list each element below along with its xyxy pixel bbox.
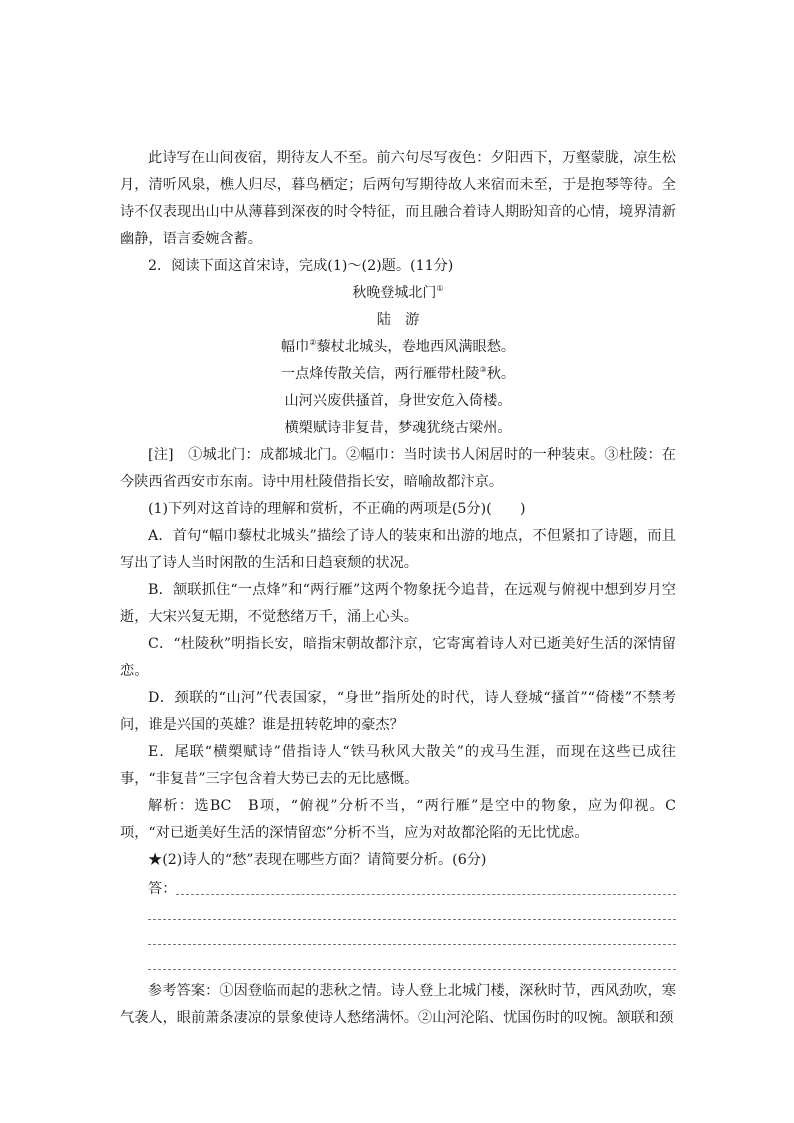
poem-notes: [注] ①城北门：成都城北门。②幅巾：当时读书人闲居时的一种装束。③杜陵：在今陕西省西安市东南。诗中用杜陵借指长安，暗喻故都汴京。 — [120, 447, 676, 490]
reference-answer: 参考答案：①因登临而起的悲秋之情。诗人登上北城门楼，深秋时节，西风劲吹，寒气袭人，眼前萧条凄凉的景象使诗人愁绪满怀。②山河沦陷、忧国伤时的叹惋。颔联和颈 — [120, 983, 676, 1026]
answer-line-4 — [120, 949, 676, 974]
option-c: C．“杜陵秋”明指长安，暗指宋朝故都汴京，它寄寓着诗人对已逝美好生活的深情留恋。 — [120, 636, 676, 679]
poem-line-3: 山河兴废供搔首，身世安危入倚楼。 — [284, 393, 512, 409]
poem-line-2-footnote-mark: ③ — [479, 365, 487, 374]
document-body — [120, 145, 676, 1032]
poem-line-4: 横槊赋诗非复昔，梦魂犹绕古梁州。 — [284, 420, 512, 436]
poem-line-1-part-a: 幅巾 — [280, 339, 310, 355]
poem-line-2-part-a: 一点烽传散关信，两行雁带杜陵 — [280, 366, 480, 382]
answer-blank-1[interactable] — [176, 894, 676, 895]
poem-line-1-part-b: 藜杖北城头，卷地西风满眼愁。 — [316, 339, 516, 355]
answer-line-3 — [120, 924, 676, 949]
poem-author: 陆 游 — [376, 312, 420, 328]
answer-label: 答： — [148, 881, 177, 897]
answer-line-1 — [120, 874, 676, 899]
poem-line-1-footnote-mark: ② — [309, 338, 317, 347]
question-2-heading: 2．阅读下面这首宋诗，完成(1)～(2)题。(11分) — [148, 258, 454, 274]
sub-question-2: ★(2)诗人的“愁”表现在哪些方面？请简要分析。(6分) — [148, 852, 487, 868]
poem-title-text: 秋晚登城北门 — [352, 285, 437, 301]
poem-line-2-part-b: 秋。 — [486, 366, 516, 382]
option-e: E．尾联“横槊赋诗”借指诗人“铁马秋风大散关”的戎马生涯，而现在这些已成往事，“非复昔”三字包含着大势已去的无比感慨。 — [120, 744, 676, 787]
option-d: D．颈联的“山河”代表国家，“身世”指所处的时代，诗人登城“搔首”“倚楼”不禁考问，谁是兴国的英雄？谁是扭转乾坤的豪杰？ — [120, 690, 676, 733]
answer-blank-2[interactable] — [148, 919, 676, 920]
intro-paragraph: 此诗写在山间夜宿，期待友人不至。前六句尽写夜色：夕阳西下，万壑蒙胧，凉生松月，清听风泉，樵人归尽，暮鸟栖定；后两句写期待故人来宿而未至，于是抱琴等待。全诗不仅表现出山中从薄暮到深夜的时令特征，而且融合着诗人期盼知音的心情，境界清新幽静，语言委婉含蓄。 — [120, 150, 676, 247]
poem-line-2 — [120, 361, 676, 388]
answer-line-2 — [120, 899, 676, 924]
analysis-text: 解析：选BC B项，“俯视”分析不当，“两行雁”是空中的物象，应为仰视。C项，“对已逝美好生活的深情留恋”分析不当，应为对故都沦陷的无比忧虑。 — [120, 798, 676, 841]
poem-title — [120, 280, 676, 307]
poem-title-footnote-mark: ① — [436, 284, 444, 293]
answer-blank-4[interactable] — [148, 969, 676, 970]
poem-line-1 — [120, 334, 676, 361]
answer-blank-3[interactable] — [148, 944, 676, 945]
option-a: A．首句“幅巾藜杖北城头”描绘了诗人的装束和出游的地点，不但紧扣了诗题，而且写出了诗人当时闲散的生活和日趋衰颓的状况。 — [120, 528, 676, 571]
sub-question-1: (1)下列对这首诗的理解和赏析，不正确的两项是(5分)( ) — [148, 501, 526, 517]
option-b: B．颔联抓住“一点烽”和“两行雁”这两个物象抚今追昔，在远观与俯视中想到岁月空逝，大宋兴复无期，不觉愁绪万千，涌上心头。 — [120, 582, 676, 625]
